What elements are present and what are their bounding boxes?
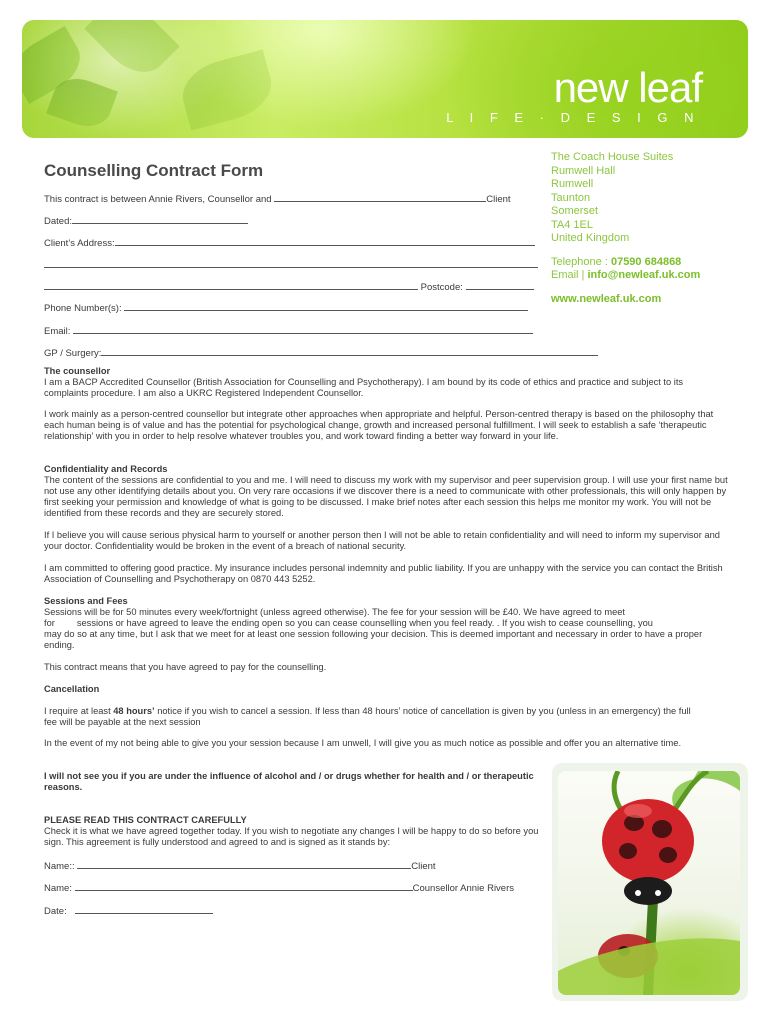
sessions-for-word: for xyxy=(44,618,55,628)
address-row xyxy=(44,235,535,249)
address-label: Client’s Address: xyxy=(44,238,115,249)
counsellor-signature-word: Counsellor Annie Rivers xyxy=(412,883,515,894)
client-name-line[interactable] xyxy=(274,191,486,202)
telephone-line xyxy=(551,256,700,270)
client-signature-word: Client xyxy=(411,861,436,872)
sessions-line-2-text: sessions or have agreed to leave the ending open so you can cease counselling when you feel ready. . If you wish to cease counselling, you xyxy=(76,618,653,628)
cancellation-text-a: I require at least xyxy=(44,706,111,716)
alcohol-warning: I will not see you if you are under the influence of alcohol and / or drugs whether for health and / or therapeutic reasons. xyxy=(44,771,534,792)
sessions-heading: Sessions and Fees xyxy=(44,596,128,606)
address-row-2 xyxy=(44,257,538,271)
leaf-decoration xyxy=(176,49,278,130)
cancellation-heading: Cancellation xyxy=(44,684,100,694)
cancellation-text-b: notice if you wish to cancel a session. If less than 48 hours’ notice of cancellation is given by you (unless in an emergency) the full fee will be payable at the next session xyxy=(44,706,691,727)
address-line: The Coach House Suites xyxy=(551,151,674,163)
client-name-label: Name:: xyxy=(44,861,75,872)
cancellation-48-hours: 48 hours’ xyxy=(113,706,155,716)
address-line: TA4 1EL xyxy=(551,218,593,231)
client-signature-line[interactable] xyxy=(77,858,411,869)
phone-line[interactable] xyxy=(124,300,528,311)
website-line xyxy=(551,293,700,307)
counsellor-paragraph-2: I work mainly as a person-centred counsellor but integrate other approaches when appropriate and helpful. Person-centred therapy is based on the philosophy that each human being is of value and has the potential for psychological change, growth and increased personal fulfillment. I will seek to establish a safe ‘therapeutic relationship’ with you in order to help resolve whatever troubles you, and work toward finding a better way forward in your life. xyxy=(44,409,714,441)
email-label: Email | xyxy=(551,269,585,281)
telephone-number[interactable]: 07590 684868 xyxy=(610,255,682,268)
postcode-row xyxy=(44,279,534,293)
counsellor-paragraph-1: I am a BACP Accredited Counsellor (British Association for Counselling and Psychotherapy). I am bound by its code of ethics and practice and subject to its complaints procedure. I am also a UKRC Registered Independent Counsellor. xyxy=(44,377,684,398)
address-line: Rumwell xyxy=(551,178,594,190)
phone-row xyxy=(44,300,528,314)
brand-logo-tagline: L I F E · D E S I G N xyxy=(446,110,700,125)
client-word: Client xyxy=(486,194,511,205)
phone-label: Phone Number(s): xyxy=(44,303,122,314)
date-line[interactable] xyxy=(75,903,213,914)
dated-line[interactable] xyxy=(72,213,248,224)
sessions-paragraph-2: This contract means that you have agreed to pay for the counselling. xyxy=(44,662,327,672)
date-signature-row xyxy=(44,903,213,917)
contact-block xyxy=(551,151,700,306)
confidentiality-paragraph-3: I am committed to offering good practice. My insurance includes personal indemnity and public liability. If you are unhappy with the service you can contact the British Association of Counselling and Psychotherapy on 0870 443 5252. xyxy=(44,563,723,584)
address-line-2[interactable] xyxy=(44,257,538,268)
email-field-line[interactable] xyxy=(73,323,533,334)
read-carefully-heading: PLEASE READ THIS CONTRACT CAREFULLY xyxy=(44,815,247,825)
email-line xyxy=(551,269,700,283)
sessions-rest: may do so at any time, but I ask that we meet for at least one session following your decision. This is deemed important and necessary in order to have a proper ending. xyxy=(44,629,703,650)
contract-between-row xyxy=(44,191,511,205)
confidentiality-heading: Confidentiality and Records xyxy=(44,464,168,474)
dated-label: Dated: xyxy=(44,216,72,227)
address-line: Rumwell Hall xyxy=(551,164,616,177)
contract-between-label: This contract is between Annie Rivers, Counsellor and xyxy=(44,194,272,205)
counsellor-signature-row xyxy=(44,880,514,894)
cancellation-paragraph-1 xyxy=(44,706,694,728)
confidentiality-paragraph-1: The content of the sessions are confidential to you and me. I will need to discuss my work with my supervisor and peer supervision group. I will use your first name but not use any other identifying details about you. On very rare occasions if we discover there is a need to communicate with other professionals, this will only happen by first seeking your permission and knowledge of what is going to be discussed. I make brief notes after each session this helps me monitor my work. You will not be identified from these records and they are securely stored. xyxy=(44,475,728,518)
address-line: Somerset xyxy=(551,205,599,217)
counsellor-heading: The counsellor xyxy=(44,366,111,376)
gp-line[interactable] xyxy=(101,345,598,356)
sessions-line-2 xyxy=(44,618,653,629)
email-field-label: Email: xyxy=(44,326,71,337)
sessions-line-1: Sessions will be for 50 minutes every week/fortnight (unless agreed otherwise). The fee for your session will be £40. We have agreed to meet xyxy=(44,607,626,617)
email-row xyxy=(44,323,533,337)
address-line: Taunton xyxy=(551,191,591,204)
date-label: Date: xyxy=(44,906,67,917)
counsellor-signature-line[interactable] xyxy=(75,880,413,891)
dated-row xyxy=(44,213,248,227)
address-line-1[interactable] xyxy=(115,235,535,246)
confidentiality-paragraph-2: If I believe you will cause serious physical harm to yourself or another person then I will not be able to retain confidentiality and will need to inform my supervisor and your doctor. Confidentiality would be broken in the event of a breach of national security. xyxy=(44,530,720,551)
ladybird-photo xyxy=(558,771,740,995)
client-signature-row xyxy=(44,858,436,872)
header-banner xyxy=(22,20,748,138)
counsellor-name-label: Name: xyxy=(44,883,72,894)
postcode-label: Postcode: xyxy=(420,282,463,293)
read-carefully-paragraph: Check it is what we have agreed together today. If you wish to negotiate any changes I will be happy to do so before you sign. This agreement is fully understood and agreed to and is signed as it stands by: xyxy=(44,826,539,847)
cancellation-paragraph-2: In the event of my not being able to give you your session because I am unwell, I will give you as much notice as possible and offer you an alternative time. xyxy=(44,738,682,748)
postcode-line[interactable] xyxy=(466,279,534,290)
email-link[interactable]: info@newleaf.uk.com xyxy=(587,269,701,281)
gp-row xyxy=(44,345,598,359)
address-line: United Kingdom xyxy=(551,232,630,244)
brand-logo-name: new leaf xyxy=(553,64,702,111)
address-line-3[interactable] xyxy=(44,279,418,290)
gp-label: GP / Surgery: xyxy=(44,348,102,359)
ladybird-illustration xyxy=(558,771,740,995)
telephone-label: Telephone : xyxy=(551,255,608,268)
leaf-decoration xyxy=(84,20,179,85)
website-link[interactable]: www.newleaf.uk.com xyxy=(551,292,662,305)
page-title: Counselling Contract Form xyxy=(44,161,264,180)
